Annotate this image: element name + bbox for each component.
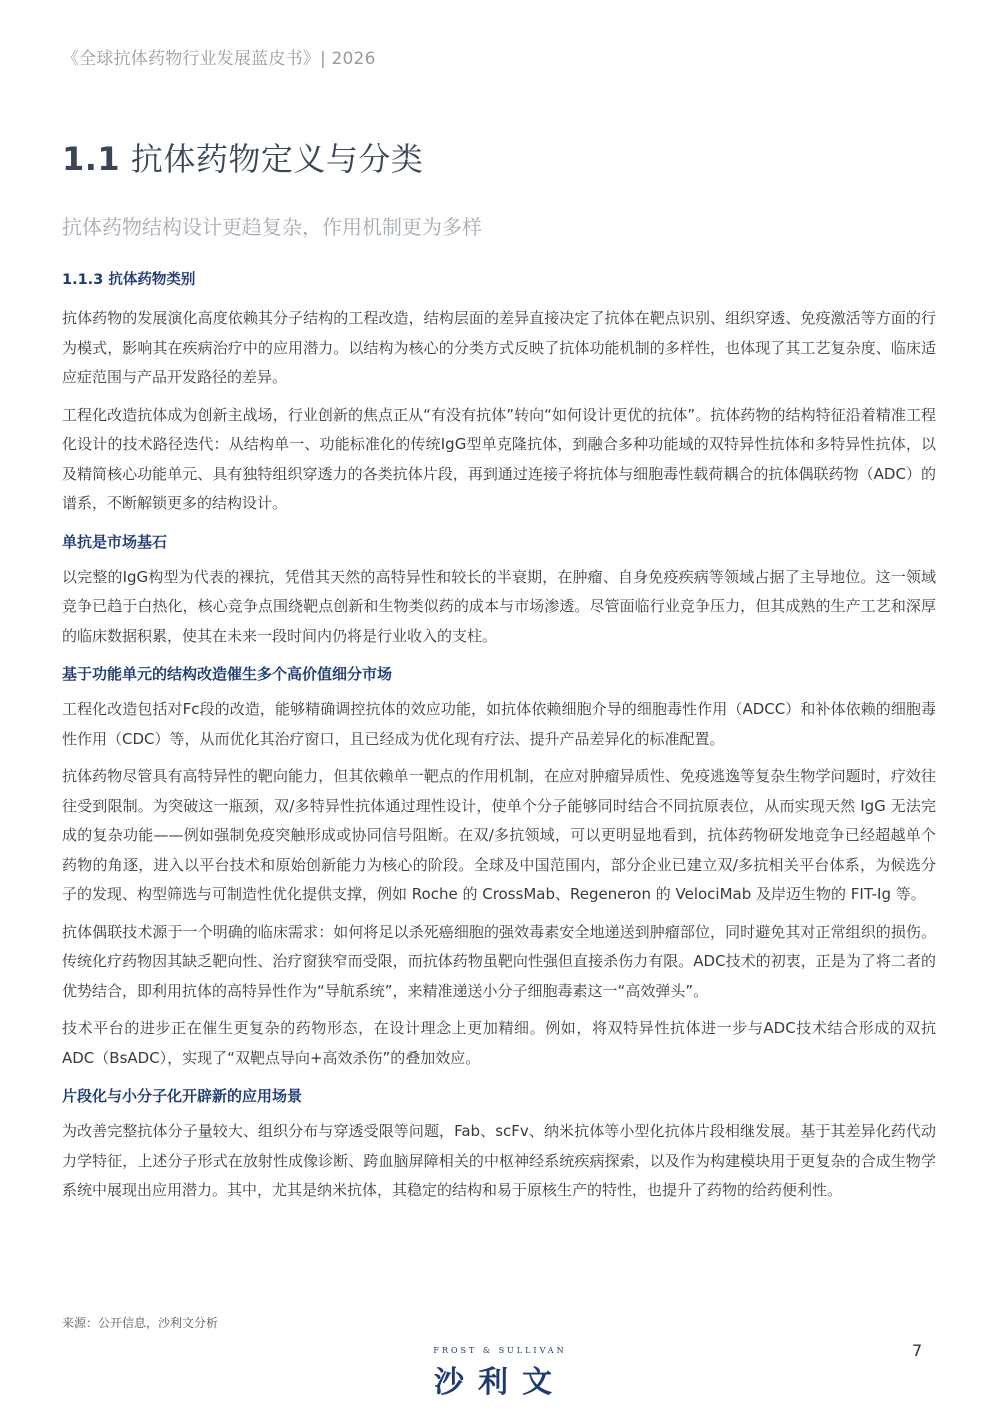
page-number: 7 (912, 1341, 923, 1360)
paragraph: 抗体药物的发展演化高度依赖其分子结构的工程改造，结构层面的差异直接决定了抗体在靶点识别、组织穿透、免疫激活等方面的行为模式，影响其在疾病治疗中的应用潜力。以结构为核心的分类方式反映了抗体功能机制的多样性，也体现了其工艺复杂度、临床适应症范围与产品开发路径的差异。 (62, 309, 936, 386)
document-header: 《全球抗体药物行业发展蓝皮书》| 2026 (62, 49, 376, 69)
section-title (62, 134, 423, 180)
paragraph: 工程化改造抗体成为创新主战场，行业创新的焦点正从“有没有抗体”转向“如何设计更优的抗体”。抗体药物的结构特征沿着精准工程化设计的技术路径迭代：从结构单一、功能标准化的传统IgG型单克隆抗体，到融合多种功能域的双特异性抗体和多特异性抗体，以及精简核心功能单元、具有独特组织穿透力的各类抗体片段，再到通过连接子将抗体与细胞毒性载荷耦合的抗体偶联药物（ADC）的谱系，不断解锁更多的结构设计。 (62, 405, 936, 512)
topic-heading: 单抗是市场基石 (62, 532, 168, 551)
topic-heading: 基于功能单元的结构改造催生多个高价值细分市场 (62, 665, 393, 683)
section-subtitle: 抗体药物结构设计更趋复杂，作用机制更为多样 (62, 215, 482, 239)
source-note: 来源：公开信息，沙利文分析 (62, 1316, 219, 1330)
logo-english: FROST & SULLIVAN (433, 1346, 567, 1355)
paragraph: 抗体药物尽管具有高特异性的靶向能力，但其依赖单一靶点的作用机制，在应对肿瘤异质性、免疫逃逸等复杂生物学问题时，疗效往往受到限制。为突破这一瓶颈，双/多特异性抗体通过理性设计，使单个分子能够同时结合不同抗原表位，从而实现天然 IgG 无法完成的复杂功能——例如强制免疫突触形成或协同信号阻断。在双/多抗领域，可以更明显地看到，抗体药物研发地竞争已经超越单个药物的角逐，进入以平台技术和原始创新能力为核心的阶段。全球及中国范围内，部分企业已建立双/多抗相关平台体系，为候选分子的发现、构型筛选与可制造性优化提供支撑，例如 Roche 的 CrossMab、Regeneron 的 VelociMab 及岸迈生物的 FIT-Ig 等。 (62, 767, 936, 903)
logo-chinese: 沙利文 (434, 1365, 566, 1400)
paragraph: 以完整的IgG构型为代表的裸抗，凭借其天然的高特异性和较长的半衰期，在肿瘤、自身免疫疾病等领域占据了主导地位。这一领域竞争已趋于白热化，核心竞争点围绕靶点创新和生物类似药的成本与市场渗透。尽管面临行业竞争压力，但其成熟的生产工艺和深厚的临床数据积累，使其在未来一段时间内仍将是行业收入的支柱。 (62, 567, 936, 645)
paragraph: 技术平台的进步正在催生更复杂的药物形态，在设计理念上更加精细。例如，将双特异性抗体进一步与ADC技术结合形成的双抗 ADC（BsADC），实现了“双靶点导向+高效杀伤”的叠加效应。 (62, 1019, 936, 1067)
subsection-heading: 1.1.3 抗体药物类别 (62, 272, 196, 288)
paragraph: 抗体偶联技术源于一个明确的临床需求：如何将足以杀死癌细胞的强效毒素安全地递送到肿瘤部位，同时避免其对正常组织的损伤。传统化疗药物因其缺乏靶向性、治疗窗狭窄而受限，而抗体药物虽靶向性强但直接杀伤力有限。ADC技术的初衷，正是为了将二者的优势结合，即利用抗体的高特异性作为“导航系统”，来精准递送小分子细胞毒素这一“高效弹头”。 (62, 922, 936, 1000)
paragraph: 为改善完整抗体分子量较大、组织分布与穿透受限等问题，Fab、scFv、纳米抗体等小型化抗体片段相继发展。基于其差异化药代动力学特征，上述分子形式在放射性成像诊断、跨血脑屏障相关的中枢神经系统疾病探索，以及作为构建模块用于更复杂的合成生物学系统中展现出应用潜力。其中，尤其是纳米抗体，其稳定的结构和易于原核生产的特性，也提升了药物的给药便利性。 (62, 1122, 936, 1199)
section-number: 1.1 (62, 140, 121, 178)
main-content (62, 268, 936, 1214)
paragraph: 工程化改造包括对Fc段的改造，能够精确调控抗体的效应功能，如抗体依赖细胞介导的细胞毒性作用（ADCC）和补体依赖的细胞毒性作用（CDC）等，从而优化其治疗窗口，且已经成为优化现有疗法、提升产品差异化的标准配置。 (62, 700, 936, 748)
section-title-text: 抗体药物定义与分类 (130, 140, 424, 178)
topic-heading: 片段化与小分子化开辟新的应用场景 (62, 1087, 303, 1105)
frost-sullivan-logo (420, 1346, 580, 1401)
